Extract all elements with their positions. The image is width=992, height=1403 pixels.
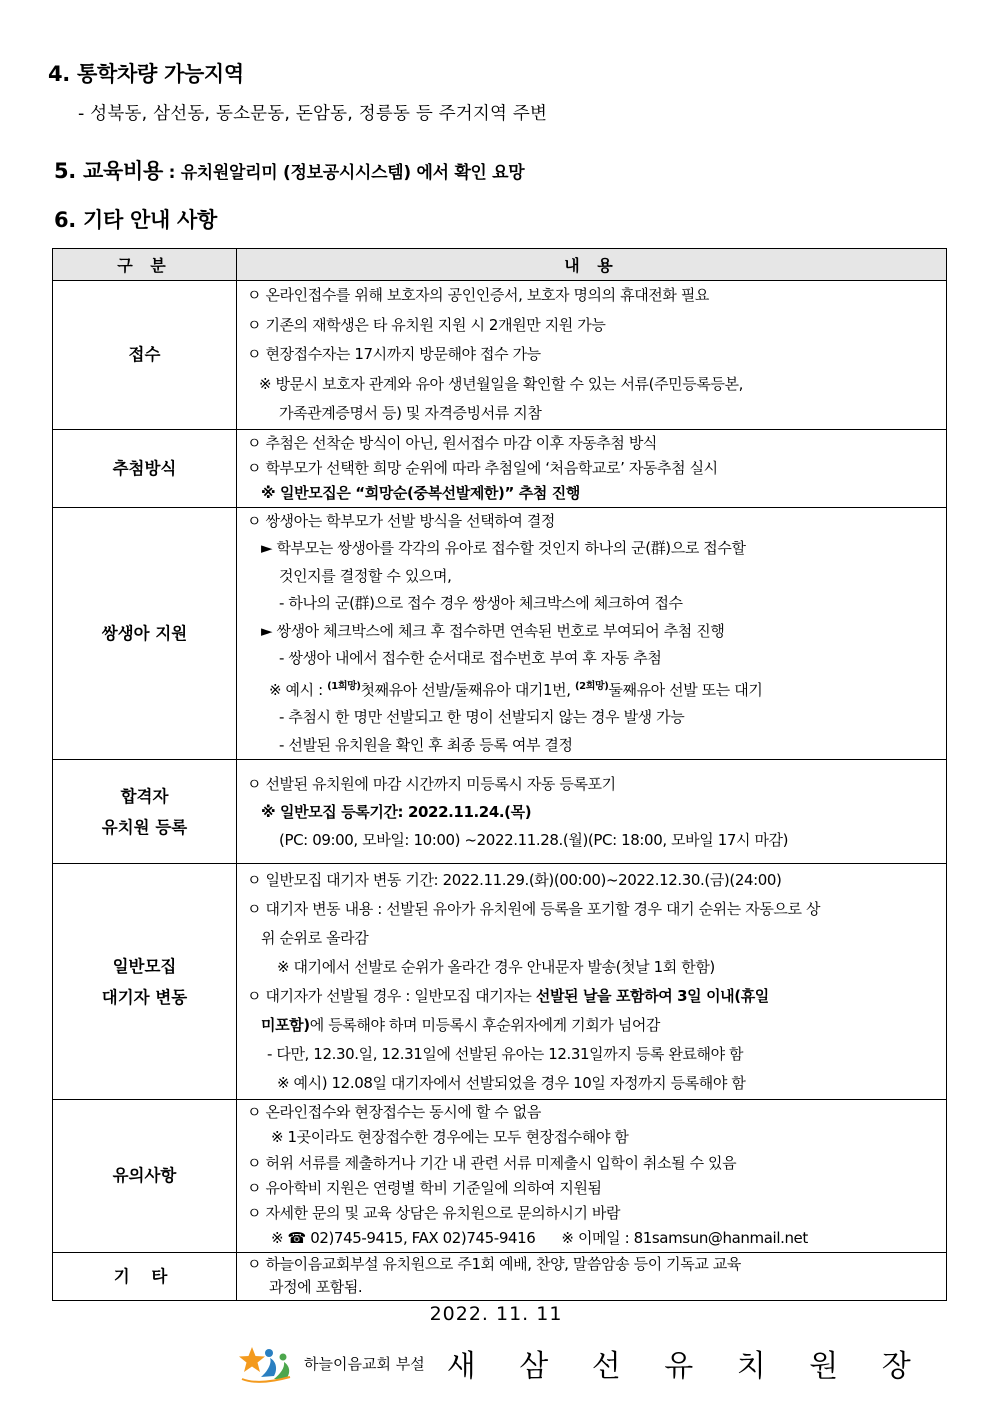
section-5-title xyxy=(54,155,524,185)
content-line: ㅇ 쌍생아는 학부모가 선발 방식을 선택하여 결정 xyxy=(247,511,556,530)
table-row xyxy=(53,1252,947,1300)
row-content xyxy=(237,864,947,1100)
row-category xyxy=(53,760,237,864)
row-content xyxy=(237,429,947,507)
category-label: 기 타 xyxy=(113,1266,176,1286)
example-part-2: 둘째유아 선발 또는 대기 xyxy=(608,680,763,699)
category-label: 일반모집 xyxy=(112,956,177,976)
row-content xyxy=(237,507,947,760)
issue-date: 2022. 11. 11 xyxy=(429,1303,563,1325)
contact-email: ※ 이메일 : 81samsun@hanmail.net xyxy=(561,1229,808,1248)
content-line: ㅇ 현장접수자는 17시까지 방문해야 접수 가능 xyxy=(247,345,541,363)
holiday-excluded: 미포함) xyxy=(261,1015,310,1034)
waitlist-deadline: 선발된 날을 포함하여 3일 이내(휴일 xyxy=(535,986,769,1005)
category-label: 접수 xyxy=(128,345,161,365)
table-header-row xyxy=(53,249,947,281)
row-category xyxy=(53,1100,237,1253)
table-row xyxy=(53,507,947,760)
content-line: ※ 방문시 보호자 관계와 유아 생년월일을 확인할 수 있는 서류(주민등록등본, xyxy=(259,374,744,393)
row-content xyxy=(237,1100,947,1253)
category-label: 쌍생아 지원 xyxy=(101,623,188,643)
content-line: ㅇ 기존의 재학생은 타 유치원 지원 시 2개원만 지원 가능 xyxy=(247,315,606,334)
category-label: 합격자 xyxy=(120,786,169,806)
example-prefix: ※ 예시 : xyxy=(269,680,328,699)
content-line: ㅇ 자세한 문의 및 교육 상담은 유치원으로 문의하시기 바람 xyxy=(247,1204,621,1223)
content-line: (PC: 09:00, 모바일: 10:00) ~2022.11.28.(월)(PC: 18:00, 모바일 17시 마감) xyxy=(279,830,789,849)
table-row xyxy=(53,864,947,1100)
signature-block xyxy=(238,1341,928,1385)
row-content xyxy=(237,281,947,430)
content-line: ► 쌍생아 체크박스에 체크 후 접수하면 연속된 번호로 부여되어 추첨 진행 xyxy=(261,621,725,640)
star-people-logo xyxy=(238,1343,294,1383)
category-label: 대기자 변동 xyxy=(101,987,188,1007)
content-line: ※ 일반모집은 “희망순(중복선발제한)” 추첨 진행 xyxy=(261,483,580,502)
content-line: - 쌍생아 내에서 접수한 순서대로 접수번호 부여 후 자동 추첨 xyxy=(279,649,662,667)
section-5-rest: : 유치원알리미 (정보공시시스템) 에서 확인 요망 xyxy=(162,163,525,183)
content-line: ※ 대기에서 선발로 순위가 올라간 경우 안내문자 발송(첫날 1회 한함) xyxy=(277,957,715,976)
waitlist-suffix: 에 등록해야 하며 미등록시 후순위자에게 기회가 넘어감 xyxy=(309,1015,661,1034)
choice-1-label: (1희망) xyxy=(327,680,361,692)
content-line: ㅇ 유아학비 지원은 연령별 학비 기준일에 의하여 지원됨 xyxy=(247,1178,602,1197)
row-category xyxy=(53,1252,237,1300)
header-content: 내 용 xyxy=(237,249,947,281)
content-line: ㅇ 추첨은 선착순 방식이 아닌, 원서접수 마감 이후 자동추첨 방식 xyxy=(247,433,658,452)
content-line: ㅇ 하늘이음교회부설 유치원으로 주1회 예배, 찬양, 말씀암송 등이 기독교 교육 xyxy=(247,1255,741,1274)
content-line: - 선발된 유치원을 확인 후 최종 등록 여부 결정 xyxy=(279,735,573,754)
content-line: ㅇ 학부모가 선택한 희망 순위에 따라 추첨일에 ‘처음학교로’ 자동추첨 실시 xyxy=(247,458,718,477)
row-category xyxy=(53,429,237,507)
row-category xyxy=(53,281,237,430)
content-line: ㅇ 대기자 변동 내용 : 선발된 유아가 유치원에 등록을 포기할 경우 대기 순위는 자동으로 상 xyxy=(247,899,821,918)
table-row xyxy=(53,760,947,864)
section-6-title: 6. 기타 안내 사항 xyxy=(54,208,217,232)
content-line xyxy=(247,673,940,705)
contact-phone: ※ ☎ 02)745-9415, FAX 02)745-9416 xyxy=(271,1229,536,1248)
category-label: 유치원 등록 xyxy=(101,817,188,837)
content-line xyxy=(247,1011,940,1040)
category-label: 추첨방식 xyxy=(112,458,177,478)
row-content xyxy=(237,1252,947,1300)
organization-name: 새 삼 선 유 치 원 장 xyxy=(446,1349,928,1384)
section-4-line: - 성북동, 삼선동, 동소문동, 돈암동, 정릉동 등 주거지역 주변 xyxy=(78,104,548,124)
sub-organization: 하늘이음교회 부설 xyxy=(304,1354,425,1373)
row-content xyxy=(237,760,947,864)
waitlist-prefix: ㅇ 대기자가 선발될 경우 : 일반모집 대기자는 xyxy=(247,986,536,1005)
row-category xyxy=(53,507,237,760)
content-line xyxy=(247,982,940,1011)
content-line: ㅇ 일반모집 대기자 변동 기간: 2022.11.29.(화)(00:00)~2022.12.30.(금)(24:00) xyxy=(247,870,782,889)
content-line: - 추첨시 한 명만 선발되고 한 명이 선발되지 않는 경우 발생 가능 xyxy=(279,708,685,726)
table-row xyxy=(53,1100,947,1253)
content-line: ► 학부모는 쌍생아를 각각의 유아로 접수할 것인지 하나의 군(群)으로 접수할 xyxy=(261,539,746,557)
header-category: 구 분 xyxy=(53,249,237,281)
section-5-heading: 5. 교육비용 xyxy=(54,159,163,183)
content-line: 과정에 포함됨. xyxy=(269,1278,363,1297)
table-row xyxy=(53,281,947,430)
category-label: 유의사항 xyxy=(112,1166,177,1186)
choice-2-label: (2희망) xyxy=(574,680,609,692)
content-line: ㅇ 선발된 유치원에 마감 시간까지 미등록시 자동 등록포기 xyxy=(247,774,616,793)
table-row xyxy=(53,429,947,507)
content-line xyxy=(247,1226,940,1251)
content-line: ※ 일반모집 등록기간: 2022.11.24.(목) xyxy=(261,802,532,821)
content-line: ㅇ 허위 서류를 제출하거나 기간 내 관련 서류 미제출시 입학이 취소될 수 있음 xyxy=(247,1153,737,1172)
row-category xyxy=(53,864,237,1100)
content-line: 가족관계증명서 등) 및 자격증빙서류 지참 xyxy=(279,404,542,422)
info-table xyxy=(52,248,947,1301)
content-line: - 다만, 12.30.일, 12.31일에 선발된 유아는 12.31일까지 등록 완료해야 함 xyxy=(267,1044,744,1063)
content-line: 위 순위로 올라감 xyxy=(261,928,369,947)
content-line: - 하나의 군(群)으로 접수 경우 쌍생아 체크박스에 체크하여 접수 xyxy=(279,594,683,612)
section-4-title: 4. 통학차량 가능지역 xyxy=(48,62,244,86)
content-line: 것인지를 결정할 수 있으며, xyxy=(279,566,452,585)
content-line: ㅇ 온라인접수를 위해 보호자의 공인인증서, 보호자 명의의 휴대전화 필요 xyxy=(247,286,710,304)
content-line: ㅇ 온라인접수와 현장접수는 동시에 할 수 없음 xyxy=(247,1103,541,1121)
content-line: ※ 1곳이라도 현장접수한 경우에는 모두 현장접수해야 함 xyxy=(271,1128,629,1147)
content-line: ※ 예시) 12.08일 대기자에서 선발되었을 경우 10일 자정까지 등록해야 함 xyxy=(277,1073,746,1092)
example-part-1: 첫째유아 선발/둘째유아 대기1번, xyxy=(360,680,575,699)
